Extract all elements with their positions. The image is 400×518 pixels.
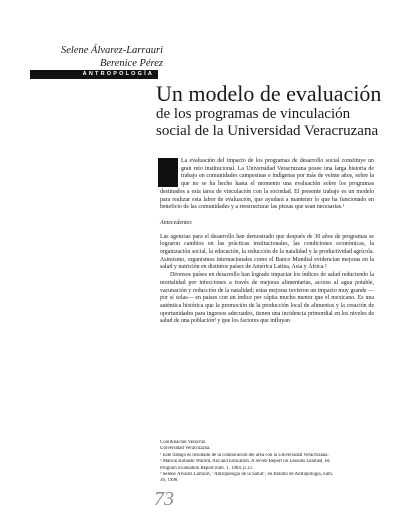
drop-cap-block [158,158,178,187]
footnote-line: ² Marion Kobashi Warren, Aid and Education. A Seven Report on Lessons Learned, ed. [160,459,331,465]
footnote-line: Universidad Veracruzana. [160,446,211,452]
footnote-line: 36, 1998. [160,478,179,484]
body-paragraph: Las agencias para el desarrollo han demostrado que después de 30 años de programas se lograron cambios en las prácticas institucionales, las condiciones económicas, la organización social, la educación, la reducción de la natalidad y la productividad agrícola. Asimismo, organismos internacionales como el Banco Mundial evidencian mejoras en la salud y nutrición en distintos países de América Latina, Asia y África.² [160,233,374,271]
section-label-bar: ANTROPOLOGÍA [30,70,158,79]
footnote-line: ¹ Este trabajo es resultado de la colaboración del área con la Universidad Veracruzana. [160,452,329,458]
page-number: 73 [154,488,174,510]
author-name: Berenice Pérez [99,58,163,69]
article-body [160,158,374,326]
author-block [28,44,163,70]
footnote-line: Coordinación Veracruz. [160,440,207,445]
body-paragraph: Diversos países en desarrollo han logrado impactar los índices de salud reduciendo la mortalidad por infecciones a través de mejoras alimentarias, acceso al agua potable, vacunación y reducción de la natalidad; estas mejoras tuvieron un impacto muy grande —por sí solas— en países con un índice per cápita mucho menor que el mexicano. Es una auténtica histórica que la promoción de la producción local de alimentos y la creación de oportunidades para ingresos adecuados, tienen una incidencia primordial en los niveles de salud de una población³ y que los factores que influyan [160,272,374,325]
section-subheading: Antecedentes [160,219,192,226]
title-line: de los programas de vinculación [156,106,351,122]
footnotes [160,440,374,485]
author-name: Selene Álvarez-Larrauri [61,45,163,56]
footnote-line: Program Evaluation Report núm. 1, 1984, p.12. [160,465,254,471]
footnote-line: ³ Selene Álvarez Larrauri, "Antropología de la Salud", en Boletín de Antropología, núm. [160,472,334,478]
title-line: Un modelo de evaluación [156,81,382,106]
intro-paragraph: La evaluación del impacto de los programas de desarrollo social constituye un gran reto institucional. La Universidad Veracruzana posee una larga historia de trabajo en comunidades campesinas e indígenas por más de veinte años, sobre la que no se ha hecho hasta el momento una evaluación sobre los programas destinados a esta tarea de vinculación con la sociedad. El presente trabajo es un modelo para realizar esta labor de evaluación, que ayudará a mantener lo que ha funcionado en beneficio de las comunidades y a reestructurar las piezas que sean necesarias.¹ [160,158,374,211]
title-line: social de la Universidad Veracruzana [156,123,379,139]
article-title [156,82,396,140]
